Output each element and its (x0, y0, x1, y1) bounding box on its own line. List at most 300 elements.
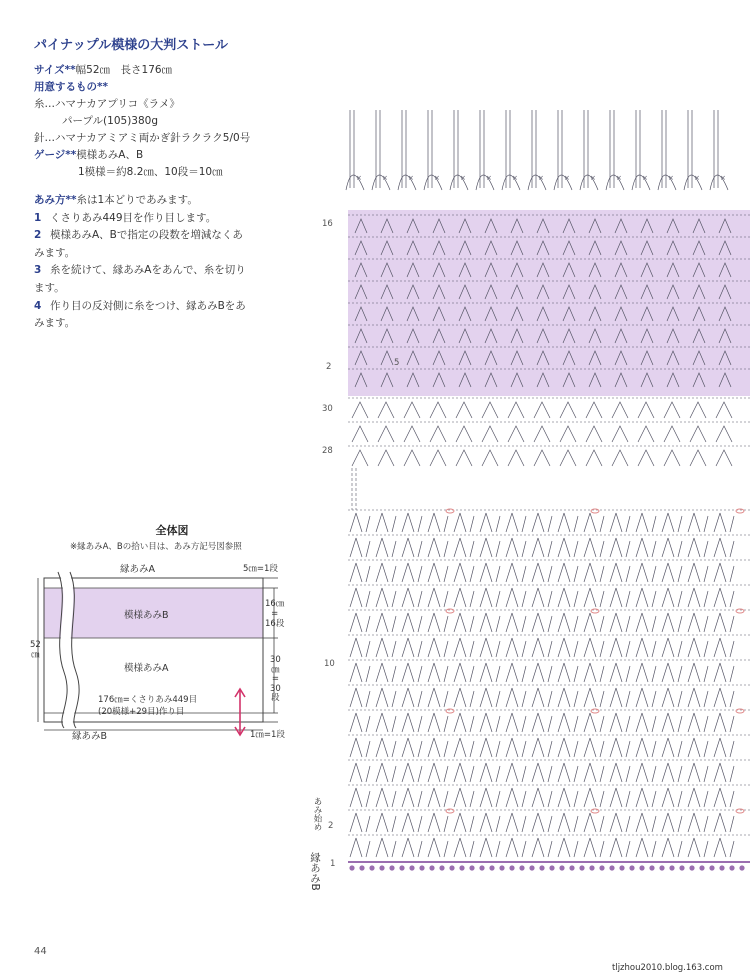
stitch-fan (352, 402, 368, 418)
pineapple-stitch (532, 513, 552, 532)
pineapple-stitch (714, 688, 734, 707)
pineapple-stitch (376, 788, 396, 807)
pineapple-stitch (480, 663, 500, 682)
edging-b-dot (729, 865, 734, 870)
pineapple-stitch (480, 788, 500, 807)
pineapple-stitch (376, 738, 396, 757)
width-label: 52 ㎝ (30, 640, 41, 660)
pineapple-stitch (584, 513, 604, 532)
pineapple-stitch (636, 638, 656, 657)
pineapple-stitch (402, 763, 422, 782)
edging-x-mark: × (408, 174, 414, 182)
accent-chain (446, 509, 454, 513)
stitch-count-5: 5 (394, 358, 400, 368)
pineapple-stitch (506, 838, 526, 857)
accent-chain (736, 509, 744, 513)
pineapple-stitch (402, 688, 422, 707)
step-number: 2 (34, 229, 42, 242)
diagram-note: ※縁あみA、Bの拾い目は、あみ方記号図参照 (70, 542, 242, 552)
pineapple-stitch (532, 663, 552, 682)
pineapple-stitch (584, 738, 604, 757)
pineapple-stitch (584, 663, 604, 682)
pineapple-stitch (506, 613, 526, 632)
pineapple-stitch (350, 613, 370, 632)
edging-x-mark: × (512, 174, 518, 182)
pineapple-stitch (584, 838, 604, 857)
edging-b-dot (499, 865, 504, 870)
pineapple-stitch (376, 563, 396, 582)
method-label: あみ方** (34, 194, 77, 206)
edging-x-mark: × (356, 174, 362, 182)
edging-b-dot (399, 865, 404, 870)
pineapple-stitch (662, 813, 682, 832)
stitch-fan (716, 426, 732, 442)
pineapple-stitch (480, 713, 500, 732)
pineapple-stitch (350, 588, 370, 607)
chain-count: 176㎝=くさりあみ449目 (98, 695, 198, 705)
edging-x-mark: × (616, 174, 622, 182)
pineapple-stitch (714, 513, 734, 532)
pineapple-stitch (636, 513, 656, 532)
edging-b-dot (659, 865, 664, 870)
pineapple-stitch (506, 538, 526, 557)
edging-b-dot (419, 865, 424, 870)
pineapple-stitch (532, 838, 552, 857)
pineapple-stitch (454, 613, 474, 632)
step-text: 作り目の反対側に糸をつけ、縁あみBをあ (50, 299, 246, 312)
pineapple-stitch (350, 738, 370, 757)
step-text: 模様あみA、Bで指定の段数を増減なくあ (50, 229, 243, 242)
pineapple-stitch (636, 613, 656, 632)
edging-b-dot (509, 865, 514, 870)
stitch-fan (430, 402, 446, 418)
stitch-fan (534, 426, 550, 442)
pineapple-stitch (454, 638, 474, 657)
edging-b-dot (739, 865, 744, 870)
pineapple-stitch (688, 513, 708, 532)
step-text-cont: みます。 (34, 317, 76, 330)
step-number: 4 (34, 299, 42, 312)
edging-x-mark: × (590, 174, 596, 182)
pattern-b-label: 模様あみB (124, 610, 169, 621)
stitch-fan (664, 402, 680, 418)
edging-x-mark: × (642, 174, 648, 182)
pineapple-stitch (454, 663, 474, 682)
pineapple-stitch (584, 763, 604, 782)
pineapple-stitch (688, 538, 708, 557)
edge-b-chart-label: 縁あみB (309, 852, 321, 891)
pineapple-stitch (428, 588, 448, 607)
edging-b-dot (469, 865, 474, 870)
pineapple-stitch (636, 713, 656, 732)
pineapple-stitch (506, 563, 526, 582)
stitch-fan (690, 450, 706, 466)
pineapple-stitch (480, 563, 500, 582)
pineapple-stitch (402, 538, 422, 557)
edging-b-dot (629, 865, 634, 870)
edging-x-mark: × (720, 174, 726, 182)
stitch-fan (508, 450, 524, 466)
edging-b-dot (619, 865, 624, 870)
edging-x-mark: × (434, 174, 440, 182)
pineapple-stitch (714, 588, 734, 607)
edging-b-dot (609, 865, 614, 870)
pineapple-stitch (662, 638, 682, 657)
yarn-color-text: パープル(105)380g (62, 115, 158, 127)
pineapple-stitch (714, 713, 734, 732)
pineapple-stitch (506, 738, 526, 757)
pineapple-stitch (662, 713, 682, 732)
pineapple-stitch (480, 813, 500, 832)
pineapple-stitch (428, 613, 448, 632)
edging-b-dot (559, 865, 564, 870)
accent-chain (591, 709, 599, 713)
stitch-fan (586, 426, 602, 442)
pineapple-stitch (662, 663, 682, 682)
pineapple-stitch (376, 813, 396, 832)
pineapple-stitch (454, 813, 474, 832)
row-label-2: 2 (326, 362, 332, 372)
pineapple-stitch (688, 763, 708, 782)
edging-b-dot (489, 865, 494, 870)
pineapple-stitch (454, 563, 474, 582)
size-value: 幅52㎝ 長さ176㎝ (75, 64, 173, 76)
pineapple-stitch (376, 663, 396, 682)
pineapple-stitch (714, 538, 734, 557)
pineapple-stitch (610, 738, 630, 757)
pineapple-stitch (636, 688, 656, 707)
pineapple-stitch (662, 588, 682, 607)
stitch-fan (456, 450, 472, 466)
pineapple-stitch (454, 713, 474, 732)
pineapple-stitch (350, 563, 370, 582)
pineapple-stitch (636, 763, 656, 782)
pineapple-stitch (480, 588, 500, 607)
edging-x-mark: × (460, 174, 466, 182)
pineapple-stitch (428, 513, 448, 532)
edging-b-dot (369, 865, 374, 870)
pineapple-stitch (402, 813, 422, 832)
pineapple-stitch (402, 563, 422, 582)
pineapple-stitch (636, 813, 656, 832)
pineapple-stitch (610, 763, 630, 782)
stitch-fan (690, 402, 706, 418)
edging-b-dot (699, 865, 704, 870)
pineapple-stitch (428, 813, 448, 832)
row-label-30: 30 (322, 404, 333, 414)
pineapple-stitch (610, 663, 630, 682)
pineapple-stitch (480, 763, 500, 782)
pineapple-stitch (688, 838, 708, 857)
edging-b-dot (719, 865, 724, 870)
pineapple-stitch (688, 788, 708, 807)
pineapple-stitch (636, 538, 656, 557)
pineapple-stitch (350, 638, 370, 657)
edging-b-dot (439, 865, 444, 870)
pineapple-stitch (688, 613, 708, 632)
pineapple-stitch (480, 538, 500, 557)
pineapple-stitch (584, 638, 604, 657)
pineapple-stitch (688, 663, 708, 682)
pineapple-stitch (584, 588, 604, 607)
pineapple-stitch (428, 713, 448, 732)
pineapple-stitch (636, 663, 656, 682)
pineapple-stitch (662, 613, 682, 632)
pineapple-stitch (350, 513, 370, 532)
pineapple-stitch (350, 538, 370, 557)
stitch-fan (482, 450, 498, 466)
edging-x-mark: × (564, 174, 570, 182)
pineapple-stitch (402, 588, 422, 607)
edging-b-dot (529, 865, 534, 870)
pineapple-stitch (428, 838, 448, 857)
pineapple-stitch (506, 713, 526, 732)
pineapple-stitch (610, 638, 630, 657)
pineapple-stitch (558, 563, 578, 582)
pineapple-stitch (714, 788, 734, 807)
pineapple-stitch (376, 513, 396, 532)
stitch-fan (638, 450, 654, 466)
edging-b-dot (709, 865, 714, 870)
chain-pattern: (20模様+29目)作り目 (98, 707, 185, 717)
pineapple-stitch (688, 638, 708, 657)
stitch-fan (482, 402, 498, 418)
accent-chain (736, 709, 744, 713)
edging-b-dot (589, 865, 594, 870)
stitch-fan (560, 402, 576, 418)
pineapple-stitch (610, 613, 630, 632)
pineapple-stitch (506, 588, 526, 607)
pineapple-stitch (350, 838, 370, 857)
stitch-fan (612, 426, 628, 442)
step-text-cont: ます。 (34, 281, 65, 294)
stitch-fan (508, 426, 524, 442)
pineapple-stitch (610, 538, 630, 557)
pineapple-stitch (350, 788, 370, 807)
step-text: くさりあみ449目を作り目します。 (50, 211, 217, 224)
pineapple-stitch (454, 588, 474, 607)
pineapple-stitch (532, 788, 552, 807)
pineapple-stitch (584, 563, 604, 582)
pineapple-stitch (558, 638, 578, 657)
pineapple-stitch (610, 813, 630, 832)
edge-b-rows: 1㎝=1段 (250, 730, 285, 740)
pineapple-stitch (558, 763, 578, 782)
pineapple-stitch (688, 713, 708, 732)
source-credit: tljzhou2010.blog.163.com (612, 963, 723, 973)
stitch-fan (612, 450, 628, 466)
pineapple-stitch (506, 663, 526, 682)
pineapple-stitch (714, 763, 734, 782)
pineapple-stitch (454, 763, 474, 782)
pineapple-stitch (610, 588, 630, 607)
stitch-fan (404, 450, 420, 466)
pineapple-stitch (532, 688, 552, 707)
pineapple-stitch (480, 613, 500, 632)
pineapple-stitch (532, 813, 552, 832)
stitch-fan (586, 450, 602, 466)
pineapple-stitch (584, 813, 604, 832)
start-label: あみ始め (312, 797, 322, 831)
stitch-fan (638, 426, 654, 442)
size-label: サイズ** (34, 64, 76, 76)
pineapple-stitch (454, 738, 474, 757)
edging-x-mark: × (694, 174, 700, 182)
stitch-fan (664, 450, 680, 466)
stitch-fan (560, 450, 576, 466)
stitch-fan (430, 426, 446, 442)
edging-b-dot (389, 865, 394, 870)
pineapple-stitch (610, 838, 630, 857)
stitch-fan (404, 402, 420, 418)
edging-b-dot (479, 865, 484, 870)
pineapple-stitch (662, 838, 682, 857)
pineapple-stitch (662, 788, 682, 807)
pineapple-stitch (558, 738, 578, 757)
stitch-fan (482, 426, 498, 442)
pineapple-stitch (350, 713, 370, 732)
edging-b-dot (679, 865, 684, 870)
pineapple-stitch (402, 838, 422, 857)
pineapple-stitch (610, 713, 630, 732)
pineapple-stitch (454, 838, 474, 857)
edging-b-dot (409, 865, 414, 870)
accent-chain (591, 609, 599, 613)
row-label-1: 1 (330, 859, 336, 869)
stitch-fan (378, 426, 394, 442)
pineapple-stitch (558, 538, 578, 557)
row-label-10: 10 (324, 659, 335, 669)
pineapple-stitch (714, 738, 734, 757)
pineapple-stitch (636, 788, 656, 807)
accent-chain (446, 609, 454, 613)
pineapple-stitch (636, 563, 656, 582)
pineapple-stitch (532, 738, 552, 757)
pineapple-stitch (662, 688, 682, 707)
edging-b-dot (669, 865, 674, 870)
pineapple-stitch (532, 538, 552, 557)
pineapple-stitch (558, 838, 578, 857)
edging-b-dot (579, 865, 584, 870)
pineapple-stitch (714, 663, 734, 682)
pineapple-stitch (506, 788, 526, 807)
pineapple-stitch (558, 788, 578, 807)
pineapple-stitch (610, 688, 630, 707)
pineapple-stitch (376, 638, 396, 657)
stitch-fan (378, 402, 394, 418)
pineapple-stitch (428, 663, 448, 682)
edge-a-label: 縁あみA (120, 564, 155, 575)
pineapple-stitch (480, 738, 500, 757)
pineapple-stitch (688, 588, 708, 607)
pineapple-stitch (636, 738, 656, 757)
pineapple-stitch (532, 638, 552, 657)
stitch-fan (560, 426, 576, 442)
pineapple-stitch (350, 813, 370, 832)
accent-chain (736, 609, 744, 613)
accent-chain (736, 809, 744, 813)
stitch-fan (534, 402, 550, 418)
pineapple-stitch (428, 763, 448, 782)
pineapple-stitch (610, 788, 630, 807)
pineapple-stitch (558, 813, 578, 832)
pineapple-stitch (584, 688, 604, 707)
edge-b-label: 縁あみB (72, 731, 108, 742)
pineapple-stitch (688, 738, 708, 757)
pineapple-stitch (402, 738, 422, 757)
pineapple-stitch (662, 763, 682, 782)
pineapple-stitch (428, 788, 448, 807)
pineapple-stitch (506, 763, 526, 782)
pineapple-stitch (428, 688, 448, 707)
pineapple-stitch (428, 563, 448, 582)
pineapple-stitch (636, 838, 656, 857)
stitch-fan (456, 426, 472, 442)
stitch-fan (456, 402, 472, 418)
pineapple-stitch (662, 513, 682, 532)
edging-x-mark: × (486, 174, 492, 182)
pineapple-stitch (428, 738, 448, 757)
diagram-title: 全体図 (155, 524, 189, 537)
pineapple-stitch (532, 763, 552, 782)
pineapple-stitch (350, 763, 370, 782)
edging-b-dot (639, 865, 644, 870)
gauge-value: 模様あみA、B (76, 149, 144, 161)
gauge-detail: 1模様＝約8.2㎝、10段＝10㎝ (78, 166, 223, 178)
pineapple-stitch (402, 638, 422, 657)
edging-x-mark: × (668, 174, 674, 182)
stitch-fan (664, 426, 680, 442)
stitch-fan (352, 426, 368, 442)
pattern-a-rows: 30 ㎝ = 30 段 (270, 655, 281, 703)
pineapple-stitch (376, 588, 396, 607)
stitch-fan (638, 402, 654, 418)
edging-b-dot (519, 865, 524, 870)
yarn-text: 糸…ハマナカアプリコ《ラメ》 (34, 98, 180, 110)
pineapple-stitch (480, 838, 500, 857)
pineapple-stitch (376, 763, 396, 782)
edging-b-dot (359, 865, 364, 870)
pineapple-stitch (610, 513, 630, 532)
method-intro: 糸は1本どりであみます。 (76, 194, 198, 206)
edging-x-mark: × (382, 174, 388, 182)
stitch-fan (690, 426, 706, 442)
edging-b-dot (549, 865, 554, 870)
pineapple-stitch (428, 638, 448, 657)
stitch-fan (430, 450, 446, 466)
pineapple-stitch (454, 513, 474, 532)
pineapple-stitch (662, 563, 682, 582)
row-label-28: 28 (322, 446, 333, 456)
pineapple-stitch (454, 688, 474, 707)
crochet-symbol-chart (300, 80, 750, 880)
pineapple-stitch (376, 538, 396, 557)
pineapple-stitch (402, 513, 422, 532)
pineapple-stitch (506, 513, 526, 532)
stitch-fan (586, 402, 602, 418)
edging-b-dot (539, 865, 544, 870)
pineapple-stitch (714, 813, 734, 832)
pineapple-stitch (454, 788, 474, 807)
pineapple-stitch (402, 613, 422, 632)
stitch-fan (378, 450, 394, 466)
needle-text: 針…ハマナカアミアミ両かぎ針ラクラク5/0号 (34, 132, 251, 144)
pineapple-stitch (350, 688, 370, 707)
row-label-2b: 2 (328, 821, 334, 831)
pineapple-stitch (532, 563, 552, 582)
pineapple-stitch (584, 538, 604, 557)
edge-a-rows: 5㎝=1段 (243, 564, 278, 574)
